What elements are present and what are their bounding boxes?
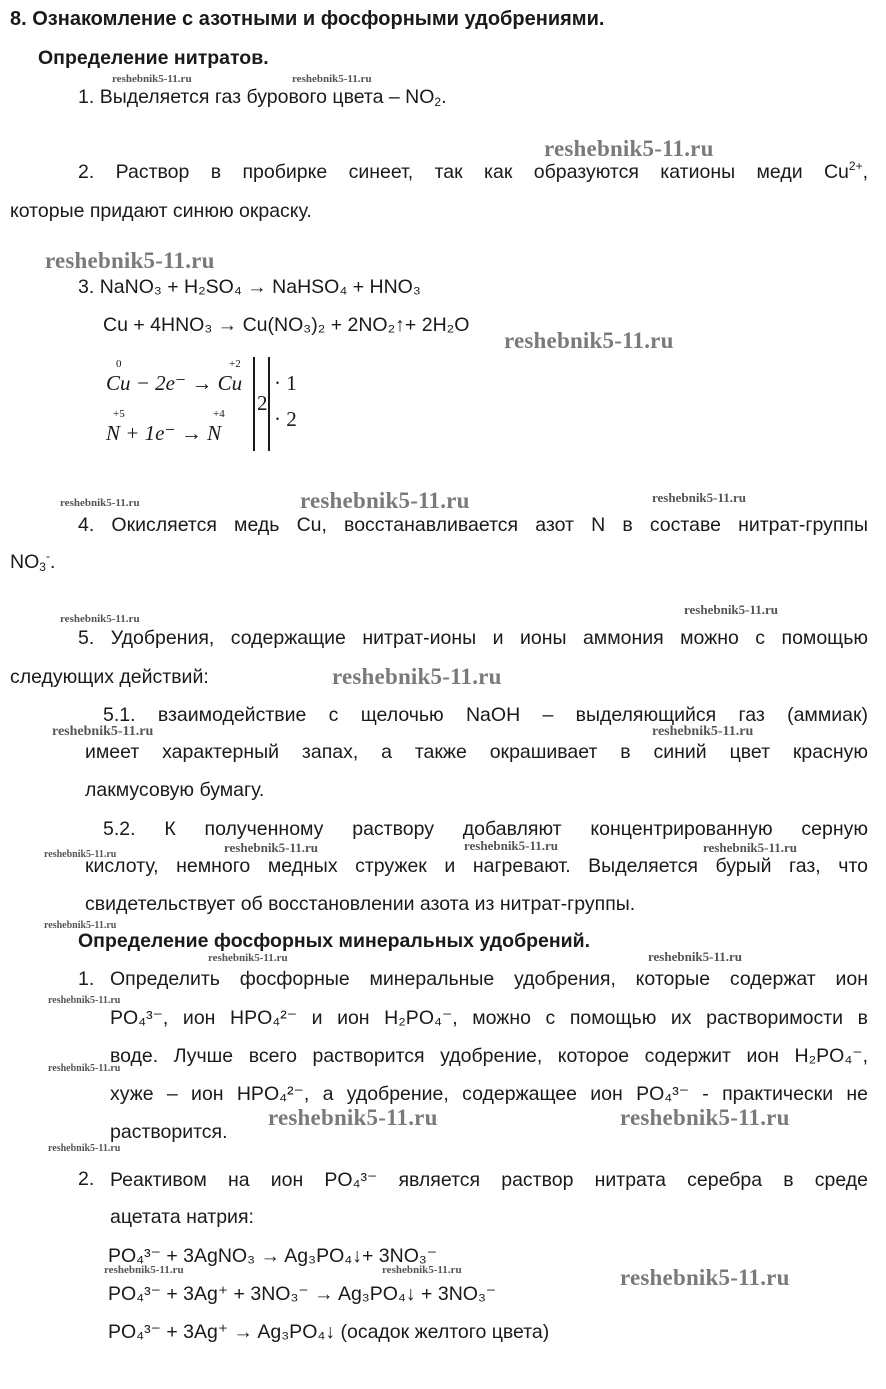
watermark-small: reshebnik5-11.ru [208, 952, 288, 964]
watermark-small: reshebnik5-11.ru [224, 840, 319, 855]
balance-lcm: 2 [257, 391, 268, 415]
watermark: reshebnik5-11.ru [300, 488, 470, 513]
nitrate-item-2-line-2: которые придают синюю окраску. [10, 200, 312, 222]
phosphate-item-1-line-5: растворится. [110, 1121, 228, 1143]
subscript: 3 [39, 560, 46, 574]
nitrate-item-3-eq-1 [78, 276, 421, 299]
item-text: Выделяется газ бурового цвета – NO [99, 86, 435, 108]
phosphate-eq-3: PO₄³⁻ + 3Ag⁺ → Ag₃PO₄↓ (осадок желтого цвета) [108, 1321, 550, 1343]
nitrate-item-4-line-2 [10, 551, 55, 574]
balance-row-1: Cu − 2e⁻ → Cu [106, 371, 243, 395]
text-end: . [49, 551, 56, 573]
watermark: reshebnik5-11.ru [504, 328, 674, 353]
watermark-small: reshebnik5-11.ru [382, 1264, 462, 1276]
nitrate-item-1 [78, 86, 447, 109]
watermark-small: reshebnik5-11.ru [60, 497, 140, 509]
watermark: reshebnik5-11.ru [620, 1265, 790, 1290]
watermark-small: reshebnik5-11.ru [648, 949, 743, 964]
sub-item-5-1-line-3: лакмусовую бумагу. [85, 779, 265, 801]
section-heading-nitrates: Определение нитратов. [38, 47, 269, 69]
oxidation-state: +4 [213, 408, 225, 420]
watermark: reshebnik5-11.ru [332, 664, 502, 689]
sub-item-5-1-line-1: 5.1. взаимодействие с щелочью NaOH – выделяющийся газ (аммиак) [103, 704, 868, 726]
phosphate-item-1-line-1: Определить фосфорные минеральные удобрения, которые содержат ион [110, 968, 868, 990]
sub-item-5-2-line-1: 5.2. К полученному раствору добавляют концентрированную серную [103, 818, 868, 840]
item-number: 2. [78, 1168, 95, 1190]
watermark-small: reshebnik5-11.ru [44, 849, 117, 860]
watermark-small: reshebnik5-11.ru [104, 1264, 184, 1276]
phosphate-item-2-line-1: Реактивом на ион PO₄³⁻ является раствор нитрата серебра в среде [110, 1169, 868, 1191]
item-number: 1. [78, 968, 95, 990]
item-number: 3. [78, 276, 95, 298]
watermark-small: reshebnik5-11.ru [652, 724, 754, 739]
phosphate-item-1-line-2: PO₄³⁻, ион HPO₄²⁻ и ион H₂PO₄⁻, можно с помощью их растворимости в [110, 1007, 868, 1029]
watermark-small: reshebnik5-11.ru [48, 995, 121, 1006]
item-text-end: . [441, 86, 447, 108]
formula: NO [10, 551, 40, 573]
phosphate-item-2-line-2: ацетата натрия: [110, 1206, 254, 1228]
sub-item-5-1-line-2: имеет характерный запах, а также окрашивает в синий цвет красную [85, 741, 868, 763]
subscript: 2 [434, 95, 442, 109]
sub-item-5-2-line-2: кислоту, немного медных стружек и нагревают. Выделяется бурый газ, что [85, 855, 868, 877]
balance-divider [268, 357, 270, 451]
oxidation-state: 0 [116, 358, 122, 370]
balance-divider [253, 357, 255, 451]
watermark: reshebnik5-11.ru [268, 1105, 438, 1130]
watermark-small: reshebnik5-11.ru [52, 724, 154, 739]
watermark: reshebnik5-11.ru [544, 136, 714, 161]
watermark: reshebnik5-11.ru [45, 248, 215, 273]
watermark-small: reshebnik5-11.ru [703, 840, 798, 855]
sub-item-5-2-line-3: свидетельствует об восстановлении азота из нитрат-группы. [85, 893, 636, 915]
balance-coef-2: · 2 [274, 407, 297, 431]
section-heading-phosphates: Определение фосфорных минеральных удобрений. [78, 930, 591, 952]
nitrate-item-5-line-2: следующих действий: [10, 666, 209, 688]
watermark-small: reshebnik5-11.ru [48, 1063, 121, 1074]
item-number: 1. [78, 86, 95, 108]
nitrate-item-2-line-1: 2. Раствор в пробирке синеет, так как образуются катионы меди $Cu^{2+}$, [78, 159, 868, 183]
watermark-small: reshebnik5-11.ru [48, 1143, 121, 1154]
oxidation-state: +2 [229, 358, 241, 370]
superscript: - [45, 549, 50, 563]
watermark-small: reshebnik5-11.ru [112, 73, 192, 85]
watermark-small: reshebnik5-11.ru [60, 613, 140, 625]
watermark-small: reshebnik5-11.ru [44, 920, 117, 931]
nitrate-item-5-line-1: 5. Удобрения, содержащие нитрат-ионы и ионы аммония можно с помощью [78, 627, 868, 649]
balance-row-2: N + 1e⁻ → N [106, 421, 222, 445]
phosphate-item-1-line-4: хуже – ион HPO₄²⁻, а удобрение, содержащее ион PO₄³⁻ - практически не [110, 1083, 868, 1105]
phosphate-eq-1: PO₄³⁻ + 3AgNO₃ → Ag₃PO₄↓+ 3NO₃⁻ [108, 1245, 438, 1267]
watermark-small: reshebnik5-11.ru [684, 602, 779, 617]
page-title: 8. Ознакомление с азотными и фосфорными удобрениями. [10, 8, 605, 30]
watermark-small: reshebnik5-11.ru [652, 490, 747, 505]
nitrate-item-4-line-1: 4. Окисляется медь Cu, восстанавливается азот N в составе нитрат-группы [78, 514, 868, 536]
nitrate-item-3-eq-2: Cu + 4HNO₃ → Cu(NO₃)₂ + 2NO₂↑+ 2H₂O [103, 314, 470, 336]
watermark-small: reshebnik5-11.ru [292, 73, 372, 85]
superscript: 2+ [848, 159, 863, 173]
oxidation-state: +5 [113, 408, 125, 420]
balance-coef-1: · 1 [274, 371, 297, 395]
equation: NaNO₃ + H₂SO₄ → NaHSO₄ + HNO₃ [99, 276, 421, 298]
watermark: reshebnik5-11.ru [620, 1105, 790, 1130]
phosphate-eq-2: PO₄³⁻ + 3Ag⁺ + 3NO₃⁻ → Ag₃PO₄↓ + 3NO₃⁻ [108, 1283, 497, 1305]
watermark-small: reshebnik5-11.ru [464, 838, 559, 853]
phosphate-item-1-line-3: воде. Лучше всего растворится удобрение, которое содержит ион H₂PO₄⁻, [110, 1045, 868, 1067]
